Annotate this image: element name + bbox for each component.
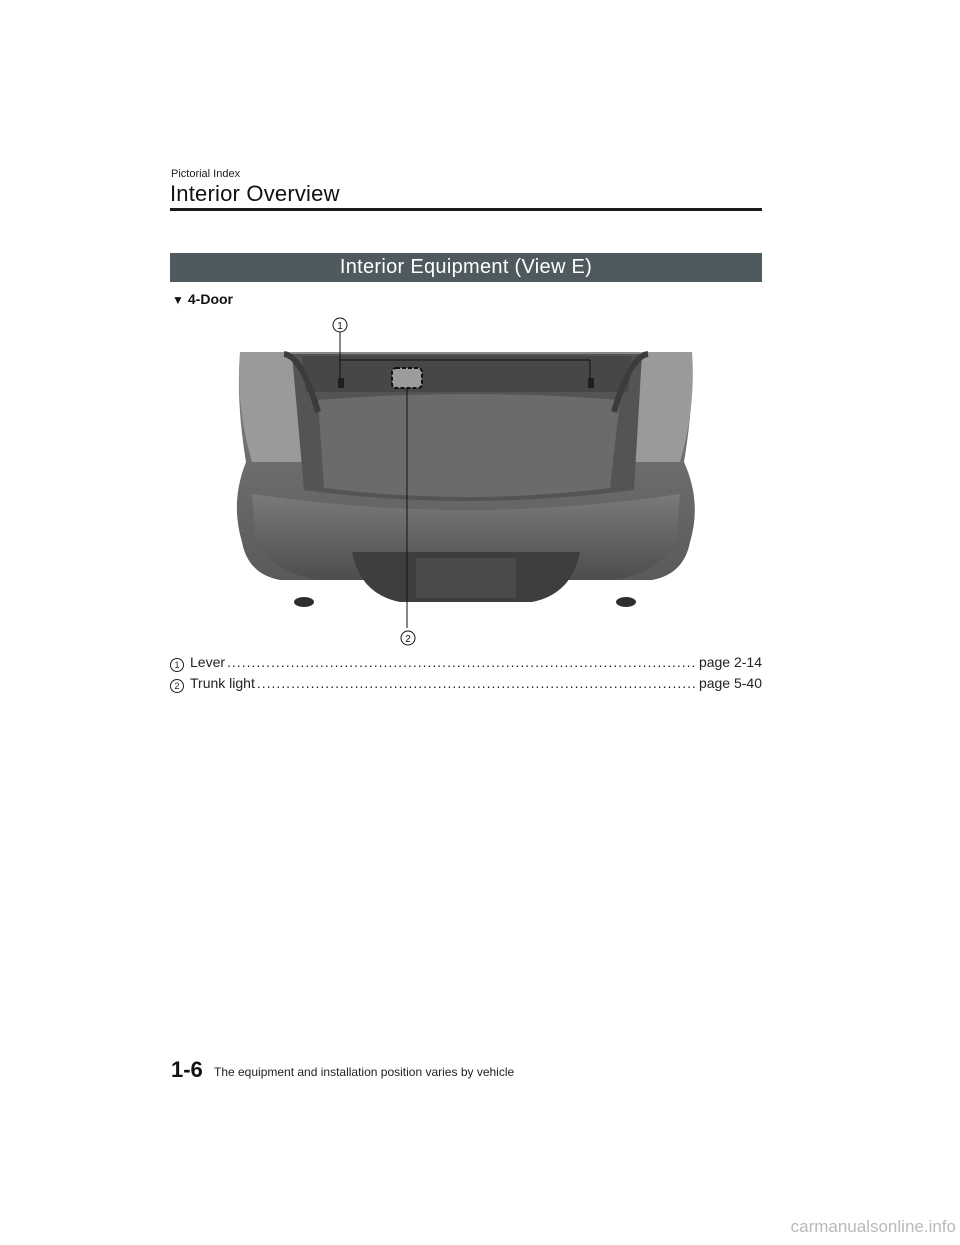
left-reflector <box>294 597 314 607</box>
leader-dots <box>227 654 697 670</box>
item-page-link[interactable]: page 2-14 <box>698 654 762 670</box>
left-side-panel <box>239 352 302 462</box>
section-banner <box>170 253 762 282</box>
leader-dots <box>257 675 697 691</box>
callout-2-label: 2 <box>405 634 411 645</box>
item-page-link[interactable]: page 5-40 <box>698 675 762 691</box>
item-label: Trunk light <box>190 675 255 691</box>
callout-1-label: 1 <box>337 321 343 332</box>
item-number: 2 <box>170 679 184 693</box>
parcel-shelf <box>302 356 632 392</box>
section-label: Pictorial Index <box>171 168 241 180</box>
watermark: carmanualsonline.info <box>790 1217 956 1236</box>
list-item <box>170 654 762 671</box>
banner-title: Interior Equipment (View E) <box>339 256 593 278</box>
trunk-light-marker <box>392 368 422 388</box>
right-reflector <box>616 597 636 607</box>
list-item <box>170 675 762 692</box>
subheading-label: 4-Door <box>187 291 234 307</box>
item-number: 1 <box>170 658 184 672</box>
item-label: Lever <box>190 654 226 670</box>
trunk-illustration <box>232 312 700 652</box>
plate-recess <box>416 558 516 598</box>
lever-right <box>588 378 594 388</box>
triangle-marker-icon: ▼ <box>172 293 184 307</box>
page-title: Interior Overview <box>170 181 340 206</box>
footer-note: The equipment and installation position varies by vehicle <box>214 1065 515 1079</box>
trunk-floor <box>318 394 620 497</box>
page-number: 1-6 <box>171 1057 203 1082</box>
subheading <box>172 291 233 307</box>
lever-left <box>338 378 344 388</box>
header-divider <box>170 208 762 211</box>
